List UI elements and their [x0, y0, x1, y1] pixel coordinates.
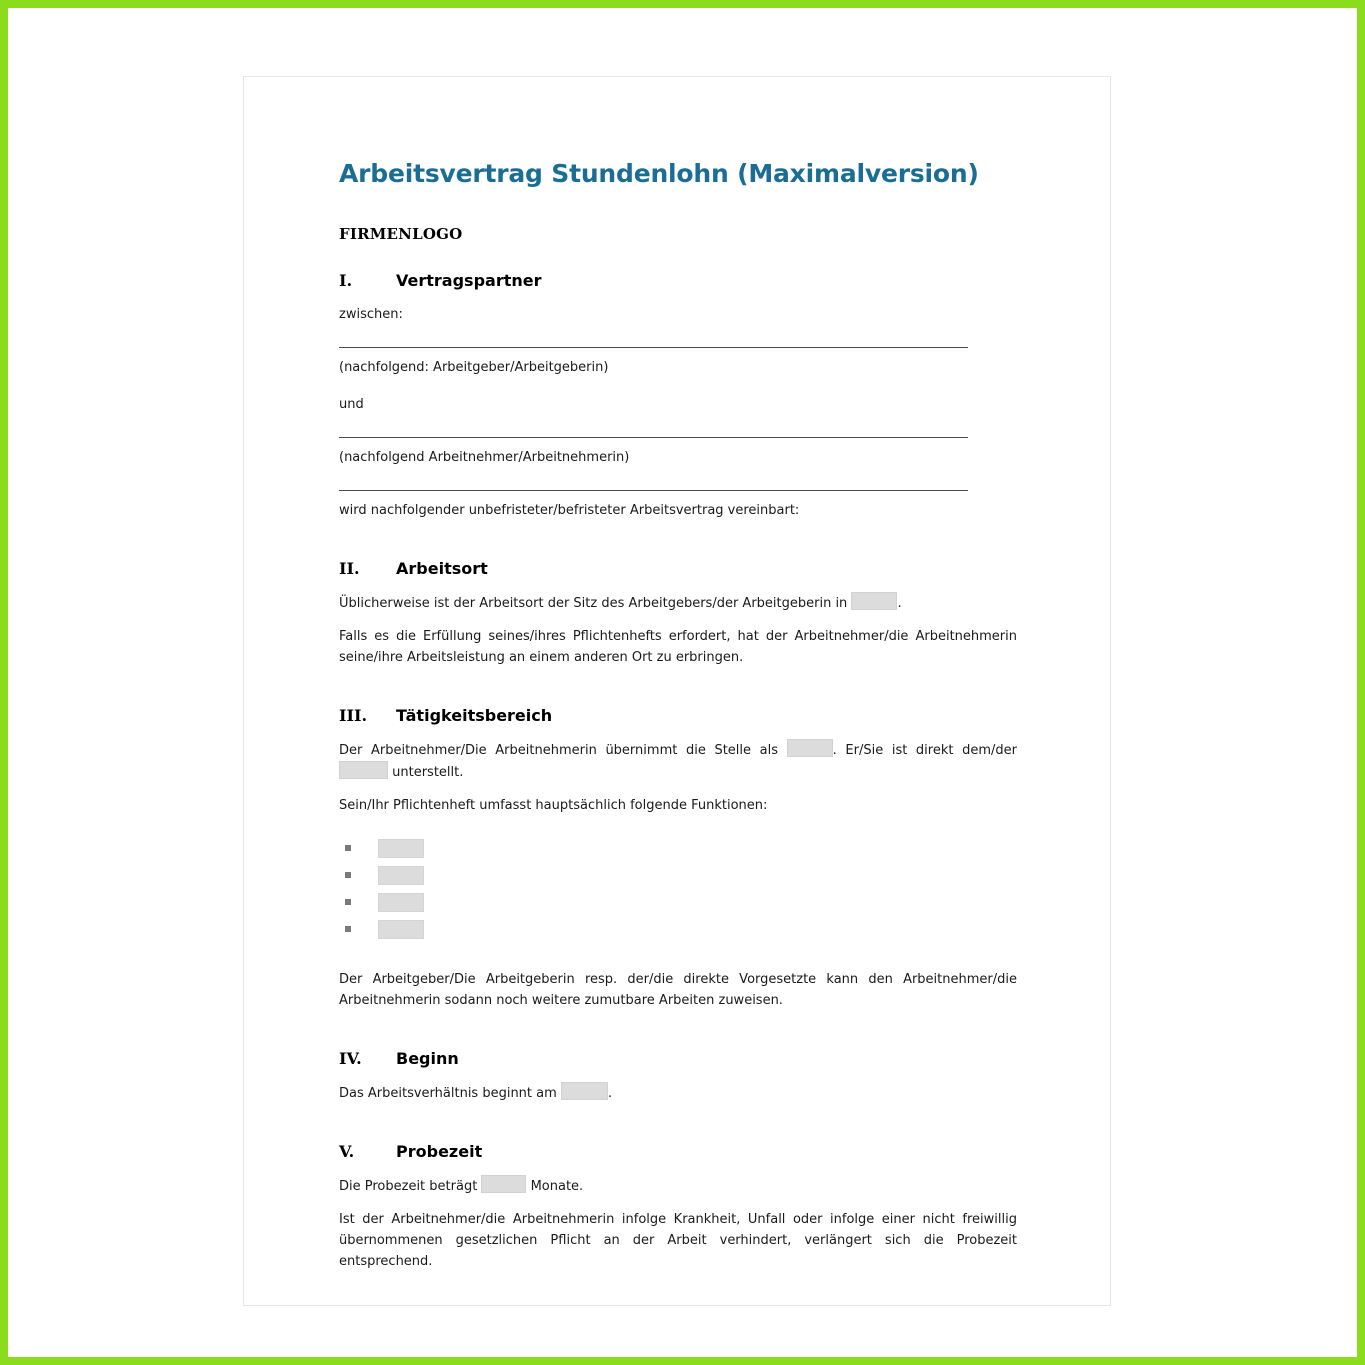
taetigkeit-paragraph-1 [339, 739, 1017, 783]
section-title: Probezeit [396, 1141, 483, 1161]
section-heading-beginn [339, 1049, 1017, 1068]
list-item [339, 835, 1017, 862]
employer-signature-rule [339, 347, 968, 348]
section-heading-taetigkeitsbereich [339, 706, 1017, 725]
arbeitsort-paragraph-1 [339, 592, 1017, 614]
section-numeral: I. [339, 271, 353, 290]
spacer [339, 537, 1017, 559]
probezeit-text-after: Monate. [530, 1178, 584, 1194]
section-title: Beginn [396, 1048, 459, 1068]
section-heading-vertragspartner [339, 271, 1017, 290]
section-title: Arbeitsort [396, 559, 488, 579]
zwischen-label: zwischen: [339, 307, 403, 322]
stelle-text-c: unterstellt. [392, 765, 464, 781]
section-heading-probezeit [339, 1142, 1017, 1161]
section-numeral: II. [339, 559, 360, 579]
arbeitsort-placeholder-field[interactable] [851, 592, 897, 610]
functions-list [339, 835, 1017, 943]
document-page [243, 76, 1111, 1306]
section-title: Tätigkeitsbereich [396, 706, 553, 726]
third-rule [339, 490, 968, 491]
square-bullet-icon [345, 899, 351, 905]
und-label: und [339, 397, 364, 413]
start-date-placeholder-field[interactable] [561, 1082, 608, 1100]
probezeit-paragraph-1 [339, 1175, 1017, 1197]
function-placeholder-field[interactable] [378, 920, 424, 939]
taetigkeit-paragraph-3: Der Arbeitgeber/Die Arbeitgeberin resp. der/die direkte Vorgesetzte kann den Arbeitnehmer/die Arbeitnehmerin sodann noch weitere zumutbare Arbeiten zuweisen. [339, 971, 1017, 1008]
list-item [339, 889, 1017, 916]
beginn-text-after: . [607, 1085, 613, 1101]
section-heading-arbeitsort [339, 559, 1017, 578]
section-title: Vertragspartner [396, 271, 542, 290]
arbeitsort-paragraph-2: Falls es die Erfüllung seines/ihres Pflichtenhefts erfordert, hat der Arbeitnehmer/die Arbeitnehmerin seine/ihre Arbeitsleistung an einem anderen Ort zu erbringen. [339, 629, 1017, 666]
spacer [339, 1027, 1017, 1049]
document-content [339, 159, 1017, 1288]
spacer [339, 684, 1017, 706]
list-item [339, 862, 1017, 889]
section-numeral: III. [339, 706, 368, 726]
arbeitsort-text-after: . [897, 596, 902, 612]
beginn-text-before: Das Arbeitsverhältnis beginnt am [339, 1085, 557, 1101]
stelle-placeholder-field[interactable] [787, 739, 833, 757]
pflichtenheft-intro: Sein/Ihr Pflichtenheft umfasst hauptsächlich folgende Funktionen: [339, 798, 768, 814]
company-logo-placeholder: FIRMENLOGO [339, 225, 463, 243]
function-placeholder-field[interactable] [378, 839, 424, 858]
square-bullet-icon [345, 872, 351, 878]
function-placeholder-field[interactable] [378, 893, 424, 912]
page-title: Arbeitsvertrag Stundenlohn (Maximalversion) [339, 159, 979, 188]
beginn-paragraph [339, 1082, 1017, 1104]
stelle-text-a: Der Arbeitnehmer/Die Arbeitnehmerin übernimmt die Stelle als [339, 743, 778, 759]
function-placeholder-field[interactable] [378, 866, 424, 885]
probezeit-text-before: Die Probezeit beträgt [339, 1178, 478, 1194]
section-numeral: IV. [339, 1048, 362, 1068]
probezeit-months-placeholder-field[interactable] [481, 1175, 526, 1193]
probezeit-paragraph-2: Ist der Arbeitnehmer/die Arbeitnehmerin infolge Krankheit, Unfall oder infolge einer nicht freiwillig übernommenen gesetzlichen Pflicht an der Arbeit verhindert, verlängert sich die Probezeit entsprechend. [339, 1211, 1017, 1269]
section-numeral: V. [339, 1141, 355, 1161]
spacer [339, 1120, 1017, 1142]
vorgesetzte-placeholder-field[interactable] [339, 761, 388, 779]
arbeitsort-text-before: Üblicherweise ist der Arbeitsort der Sitz des Arbeitgebers/der Arbeitgeberin in [339, 596, 848, 612]
employee-caption: (nachfolgend Arbeitnehmer/Arbeitnehmerin) [339, 450, 630, 466]
square-bullet-icon [345, 926, 351, 932]
square-bullet-icon [345, 845, 351, 851]
employee-signature-rule [339, 437, 968, 438]
list-item [339, 916, 1017, 943]
employer-caption: (nachfolgend: Arbeitgeber/Arbeitgeberin) [339, 360, 609, 376]
stelle-text-b: . Er/Sie ist direkt dem/der [832, 743, 1017, 759]
contract-type-line: wird nachfolgender unbefristeter/befristeter Arbeitsvertrag vereinbart: [339, 503, 800, 519]
